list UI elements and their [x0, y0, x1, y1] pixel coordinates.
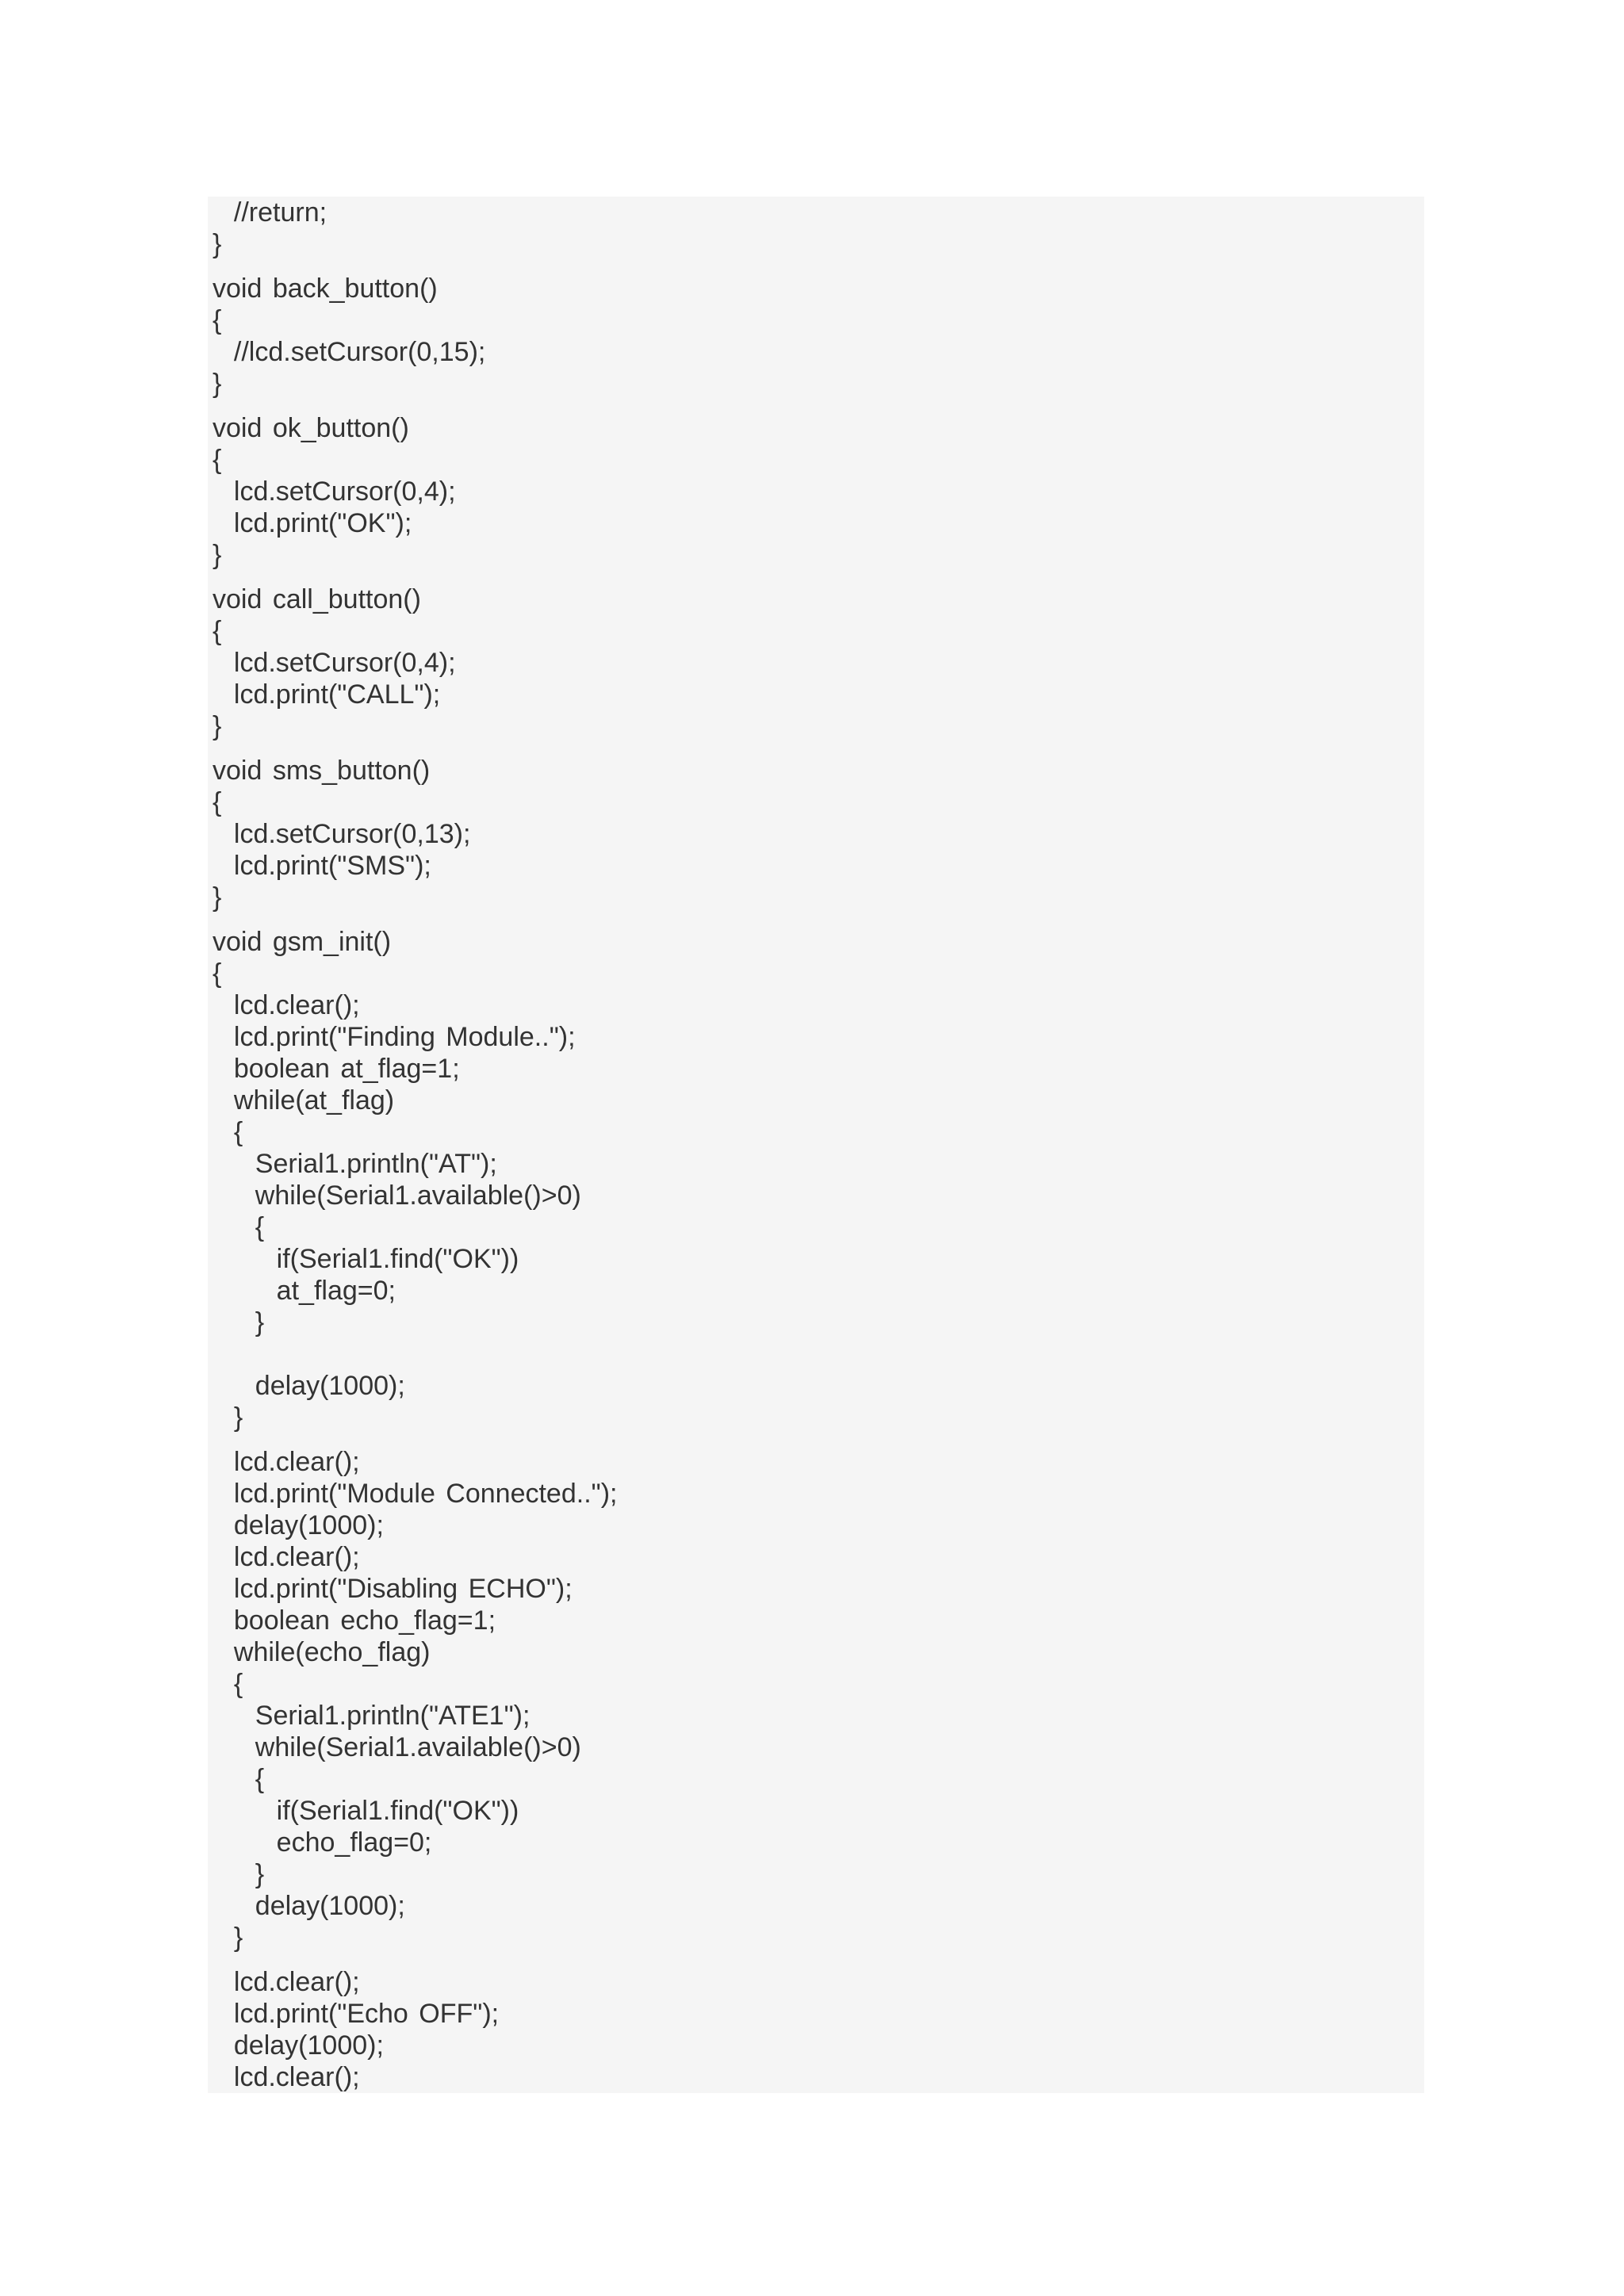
code-line: { [213, 1212, 265, 1242]
code-line: { [213, 959, 222, 989]
code-line: //return; [213, 197, 327, 228]
code-line: delay(1000); [213, 2030, 384, 2061]
code-line: //lcd.setCursor(0,15); [213, 337, 486, 367]
code-line: if(Serial1.find("OK")) [213, 1244, 519, 1274]
code-line: lcd.clear(); [213, 2062, 360, 2092]
code-line: boolean at_flag=1; [213, 1054, 460, 1084]
code-line: lcd.print("Finding Module.."); [213, 1022, 576, 1052]
code-line: } [213, 229, 222, 259]
code-line: lcd.clear(); [213, 990, 360, 1020]
code-line: lcd.clear(); [213, 1447, 360, 1477]
code-line: } [213, 1402, 243, 1433]
code-line: void ok_button() [213, 413, 409, 443]
code-line: delay(1000); [213, 1371, 405, 1401]
code-line: } [213, 540, 222, 570]
code-line: void back_button() [213, 274, 438, 304]
code-line: Serial1.println("AT"); [213, 1149, 497, 1179]
code-line: lcd.setCursor(0,4); [213, 648, 456, 678]
code-line: echo_flag=0; [213, 1827, 432, 1858]
code-line: lcd.setCursor(0,4); [213, 476, 456, 507]
code-line: { [213, 445, 222, 475]
code-line: void sms_button() [213, 756, 431, 786]
code-line: while(at_flag) [213, 1085, 395, 1115]
code-line: while(Serial1.available()>0) [213, 1181, 581, 1211]
code-line: delay(1000); [213, 1891, 405, 1921]
code-line: } [213, 1923, 243, 1953]
code-line: lcd.print("CALL"); [213, 679, 441, 710]
code-line: { [213, 1117, 243, 1147]
code-line: { [213, 1669, 243, 1699]
code-line: lcd.clear(); [213, 1967, 360, 1997]
code-line: lcd.print("Module Connected.."); [213, 1479, 618, 1509]
code-line: { [213, 787, 222, 817]
code-line: while(Serial1.available()>0) [213, 1732, 581, 1762]
code-line: lcd.clear(); [213, 1542, 360, 1572]
code-line: { [213, 1764, 265, 1794]
code-line: while(echo_flag) [213, 1637, 431, 1667]
code-line: } [213, 1307, 265, 1337]
code-line: lcd.print("SMS"); [213, 851, 431, 881]
code-line: } [213, 882, 222, 913]
code-line: } [213, 369, 222, 399]
code-line: void gsm_init() [213, 927, 392, 957]
code-line: lcd.setCursor(0,13); [213, 819, 471, 849]
code-line: } [213, 711, 222, 741]
code-line: void call_button() [213, 584, 421, 614]
code-line: Serial1.println("ATE1"); [213, 1701, 530, 1731]
code-line: if(Serial1.find("OK")) [213, 1796, 519, 1826]
code-line: lcd.print("OK"); [213, 508, 412, 538]
code-block [208, 197, 1424, 2093]
code-line: { [213, 616, 222, 646]
code-line: at_flag=0; [213, 1276, 396, 1306]
code-line: boolean echo_flag=1; [213, 1605, 496, 1636]
code-line: delay(1000); [213, 1510, 384, 1540]
code-line: { [213, 305, 222, 335]
code-line: } [213, 1859, 265, 1889]
code-line: lcd.print("Echo OFF"); [213, 1999, 500, 2029]
code-line: lcd.print("Disabling ECHO"); [213, 1574, 573, 1604]
